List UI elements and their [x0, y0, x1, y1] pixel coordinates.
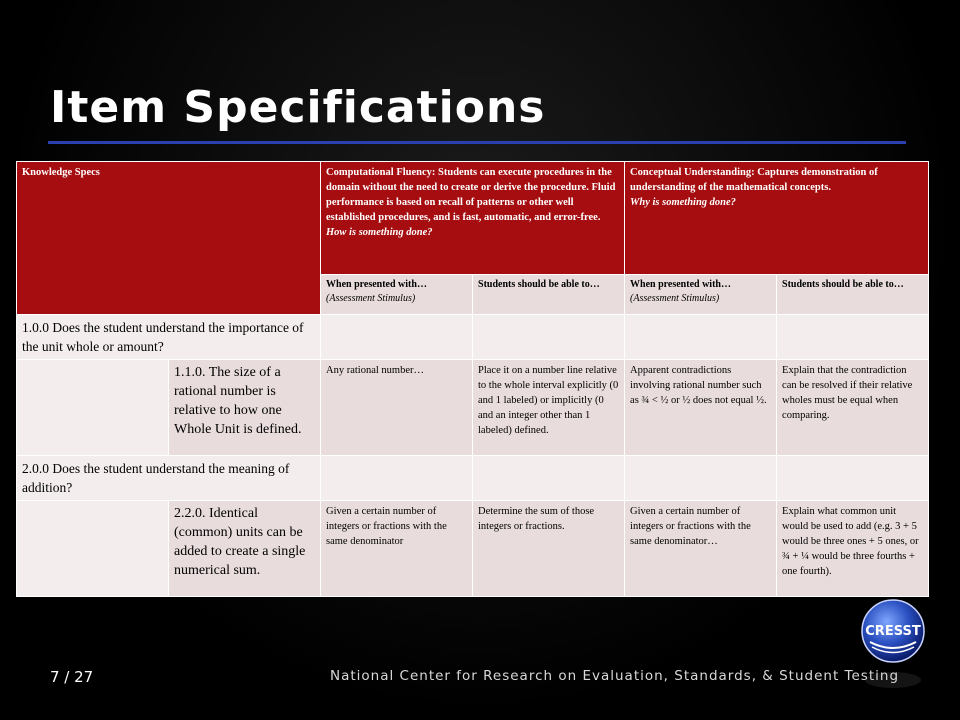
empty-cell	[17, 501, 169, 597]
stimulus-label: When presented with…	[630, 279, 731, 290]
computational-fluency-question: How is something done?	[326, 227, 433, 238]
cf-stimulus-cell: Given a certain number of integers or fractions with the same denominator	[321, 501, 473, 597]
logo-text: CRESST	[865, 624, 921, 639]
cf-able-header	[473, 275, 625, 315]
conceptual-understanding-header	[625, 162, 929, 275]
detail-row	[17, 501, 929, 597]
slide-title: Item Specifications	[50, 82, 546, 133]
question-text: 2.0.0 Does the student understand the meaning of addition?	[17, 456, 321, 501]
computational-fluency-header	[321, 162, 625, 275]
page-indicator: 7 / 27	[50, 668, 94, 686]
cf-stimulus-header	[321, 275, 473, 315]
conceptual-understanding-question: Why is something done?	[630, 197, 736, 208]
cf-able-cell: Determine the sum of those integers or fractions.	[473, 501, 625, 597]
item-spec-table	[16, 161, 929, 597]
cu-stimulus-cell: Apparent contradictions involving rational number such as ¾ < ½ or ½ does not equal ½.	[625, 360, 777, 456]
stimulus-sublabel: (Assessment Stimulus)	[630, 293, 720, 304]
conceptual-understanding-text: Conceptual Understanding: Captures demonstration of understanding of the mathematical concepts.	[630, 167, 878, 193]
knowledge-specs-header: Knowledge Specs	[17, 162, 321, 315]
question-row	[17, 456, 929, 501]
cu-able-cell: Explain that the contradiction can be resolved if their relative wholes must be equal when comparing.	[777, 360, 929, 456]
computational-fluency-text: Computational Fluency: Students can execute procedures in the domain without the need to create or derive the procedure. Fluid performance is based on recall of patterns or other well established procedures, and is fast, automatic, and error-free.	[326, 167, 616, 223]
empty-cell	[473, 456, 625, 501]
empty-cell	[625, 315, 777, 360]
question-row	[17, 315, 929, 360]
cf-able-cell: Place it on a number line relative to the whole interval explicitly (0 and 1 labeled) or implicitly (0 and an integer other than 1 labeled) defined.	[473, 360, 625, 456]
footer-organization: National Center for Research on Evaluation, Standards, & Student Testing	[330, 668, 900, 684]
cu-able-cell: Explain what common unit would be used to add (e.g. 3 + 5 would be three ones + 5 ones, or ¾ + ¼ would be three fourths + one fourth).	[777, 501, 929, 597]
detail-row	[17, 360, 929, 456]
cf-stimulus-cell: Any rational number…	[321, 360, 473, 456]
cu-able-header	[777, 275, 929, 315]
empty-cell	[777, 456, 929, 501]
question-text: 1.0.0 Does the student understand the importance of the unit whole or amount?	[17, 315, 321, 360]
cu-stimulus-header	[625, 275, 777, 315]
cu-stimulus-cell: Given a certain number of integers or fractions with the same denominator…	[625, 501, 777, 597]
stimulus-label: When presented with…	[326, 279, 427, 290]
able-label: Students should be able to…	[478, 279, 600, 290]
empty-cell	[777, 315, 929, 360]
stimulus-sublabel: (Assessment Stimulus)	[326, 293, 416, 304]
empty-cell	[321, 456, 473, 501]
sub-spec-text: 2.2.0. Identical (common) units can be added to create a single numerical sum.	[169, 501, 321, 597]
sub-spec-text: 1.1.0. The size of a rational number is relative to how one Whole Unit is defined.	[169, 360, 321, 456]
empty-cell	[625, 456, 777, 501]
empty-cell	[321, 315, 473, 360]
empty-cell	[17, 360, 169, 456]
able-label: Students should be able to…	[782, 279, 904, 290]
title-underline	[48, 141, 906, 144]
empty-cell	[473, 315, 625, 360]
